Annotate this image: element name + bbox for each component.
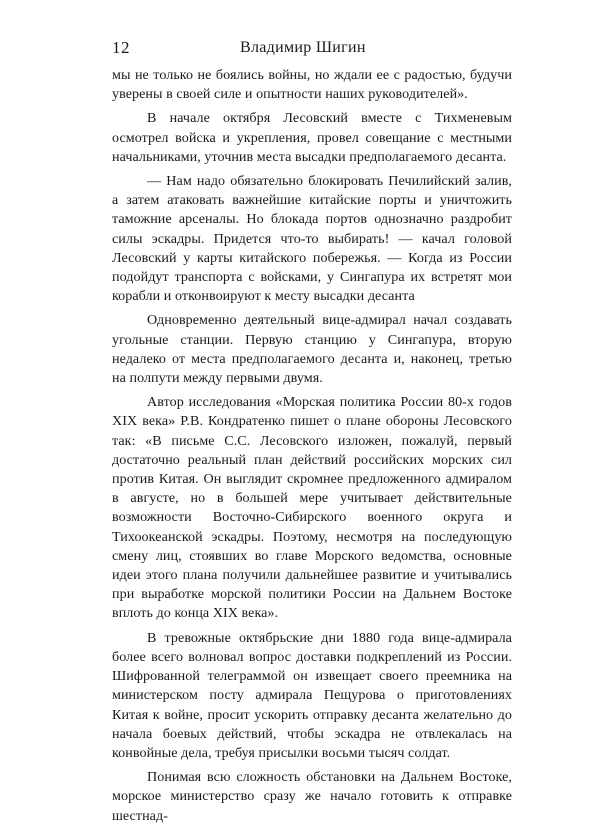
paragraph: Автор исследования «Морская политика России 80-х годов XIX века» Р.В. Кондратенко пишет о плане обороны Лесовского так: «В письме С.С. Лесовского изложен, пожалуй, первый достаточно реальный план действий российских морских сил против Китая. Он выглядит скромнее предложенного адмиралом в августе, но в большей мере учитывает действительные возможности Восточно-Сибирского военного округа и Тихоокеанской эскадры. Поэтому, несмотря на последующую смену лиц, стоявших во главе Морского ведомства, основные идеи этого плана получили дальнейшее развитие и учитывались при выработке морской политики России на Дальнем Востоке вплоть до конца XIX века». [112, 394, 512, 622]
body-text [112, 66, 512, 826]
author-name: Владимир Шигин [240, 39, 366, 56]
paragraph: Одновременно деятельный вице-адмирал начал создавать угольные станции. Первую станцию у Сингапура, вторую недалеко от места предполагаемого десанта и, наконец, третью на полпути между первыми двумя. [112, 312, 512, 387]
running-head [112, 38, 512, 60]
paragraph: — Нам надо обязательно блокировать Печилийский залив, а затем атаковать важнейшие китайские порты и уничтожить таможние арсеналы. Но блокада портов однозначно раздробит силы эскадры. Придется что-то выбирать! — качал головой Лесовский у карты китайского побережья. — Когда из России подойдут транспорта с войсками, у Сингапура их встретят мои корабли и отконвоируют к месту высадки десанта [112, 173, 512, 305]
paragraph: В начале октября Лесовский вместе с Тихменевым осмотрел войска и укрепления, провел совещание с местными начальниками, уточнив места высадки предполагаемого десанта. [112, 110, 512, 165]
paragraph: В тревожные октябрьские дни 1880 года вице-адмирала более всего волновал вопрос доставки подкреплений из России. Шифрованной телеграммой он извещает своего преемника на министерском посту адмирала Пещурова о приготовлениях Китая к войне, просит ускорить отправку десанта желательно до начала боевых действий, чтобы эскадра не отвлекалась на конвойные дела, требуя присылки восьми тысяч солдат. [112, 629, 512, 761]
paragraph: мы не только не боялись войны, но ждали ее с радостью, будучи уверены в своей силе и опытности наших руководителей». [112, 67, 512, 103]
paragraph: Понимая всю сложность обстановки на Дальнем Востоке, морское министерство сразу же начало готовить к отправке шестнад- [112, 769, 512, 824]
page-number: 12 [112, 38, 130, 57]
book-page [112, 38, 512, 826]
